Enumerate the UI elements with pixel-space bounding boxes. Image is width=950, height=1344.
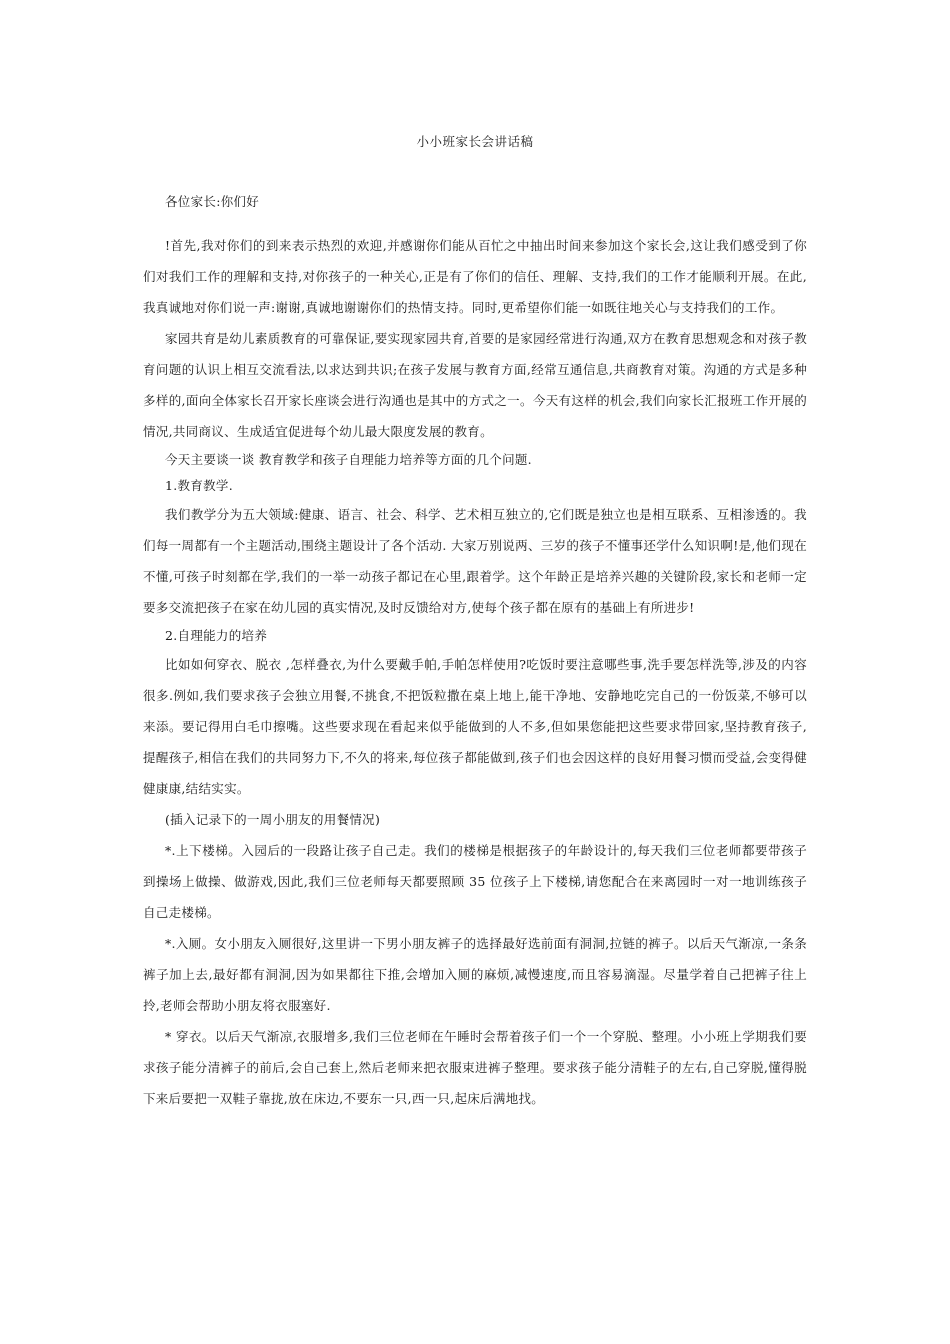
section-heading-teaching: 1.教育教学.	[165, 478, 233, 493]
paragraph-home-school: 家园共育是幼儿素质教育的可靠保证,要实现家园共育,首要的是家园经常进行沟通,双方在教育思想观念和对孩子教育问题的认识上相互交流看法,以求达到共识;在孩子发展与教育方面,经常互通信息,共商教育对策。沟通的方式是多种多样的,面向全体家长召开家长座谈会进行沟通也是其中的方式之一。今天有这样的机会,我们向家长汇报班工作开展的情况,共同商议、生成适宜促进每个幼儿最大限度发展的教育。	[143, 331, 807, 439]
document-body	[143, 186, 807, 1114]
paragraph-topics: 今天主要谈一谈 教育教学和孩子自理能力培养等方面的几个问题.	[165, 452, 532, 467]
paragraph-welcome: !首先,我对你们的到来表示热烈的欢迎,并感谢你们能从百忙之中抽出时间来参加这个家长会,这让我们感受到了你们对我们工作的理解和支持,对你孩子的一种关心,正是有了你们的信任、理解、支持,我们的工作才能顺利开展。在此,我真诚地对你们说一声:谢谢,真诚地谢谢你们的热情支持。同时,更希望你们能一如既往地关心与支持我们的工作。	[143, 238, 807, 315]
paragraph-dressing: * 穿衣。以后天气渐凉,衣服增多,我们三位老师在午睡时会帮着孩子们一个一个穿脱、整理。小小班上学期我们要求孩子能分清裤子的前后,会自己套上,然后老师来把衣服束进裤子整理。要求孩子能分清鞋子的左右,自己穿脱,懂得脱下来后要把一双鞋子靠拢,放在床边,不要东一只,西一只,起床后满地找。	[143, 1029, 807, 1106]
paragraph-teaching: 我们教学分为五大领域:健康、语言、社会、科学、艺术相互独立的,它们既是独立也是相互联系、互相渗透的。我们每一周都有一个主题活动,围绕主题设计了各个活动. 大家万别说两、三岁的孩子不懂事还学什么知识啊!是,他们现在不懂,可孩子时刻都在学,我们的一举一动孩子都记在心里,跟着学。这个年龄正是培养兴趣的关键阶段,家长和老师一定要多交流把孩子在家在幼儿园的真实情况,及时反馈给对方,使每个孩子都在原有的基础上有所进步!	[143, 507, 807, 615]
paragraph-toilet: *.入厕。女小朋友入厕很好,这里讲一下男小朋友裤子的选择最好选前面有洞洞,拉链的裤子。以后天气渐凉,一条条裤子加上去,最好都有洞洞,因为如果都往下推,会增加入厕的麻烦,减慢速度,而且容易滴湿。尽量学着自己把裤子往上拎,老师会帮助小朋友将衣服塞好.	[143, 936, 807, 1013]
paragraph-self-care: 比如如何穿衣、脱衣 ,怎样叠衣,为什么要戴手帕,手帕怎样使用?吃饭时要注意哪些事,洗手要怎样洗等,涉及的内容很多.例如,我们要求孩子会独立用餐,不挑食,不把饭粒撒在桌上地上,能干净地、安静地吃完自己的一份饭菜,不够可以来添。要记得用白毛巾擦嘴。这些要求现在看起来似乎能做到的人不多,但如果您能把这些要求带回家,坚持教育孩子,提醒孩子,相信在我们的共同努力下,不久的将来,每位孩子都能做到,孩子们也会因这样的良好用餐习惯而受益,会变得健健康康,结结实实。	[143, 657, 807, 796]
section-heading-self-care: 2.自理能力的培养	[165, 628, 268, 643]
paragraph-meal-note: (插入记录下的一周小朋友的用餐情况)	[165, 812, 381, 827]
greeting-paragraph: 各位家长:你们好	[165, 194, 260, 209]
paragraph-stairs: *.上下楼梯。入园后的一段路让孩子自己走。我们的楼梯是根据孩子的年龄设计的,每天我们三位老师都要带孩子到操场上做操、做游戏,因此,我们三位老师每天都要照顾 35 位孩子上下楼梯,请您配合在来离园时一对一地训练孩子自己走楼梯。	[143, 843, 807, 920]
document-title: 小小班家长会讲话稿	[416, 134, 534, 149]
